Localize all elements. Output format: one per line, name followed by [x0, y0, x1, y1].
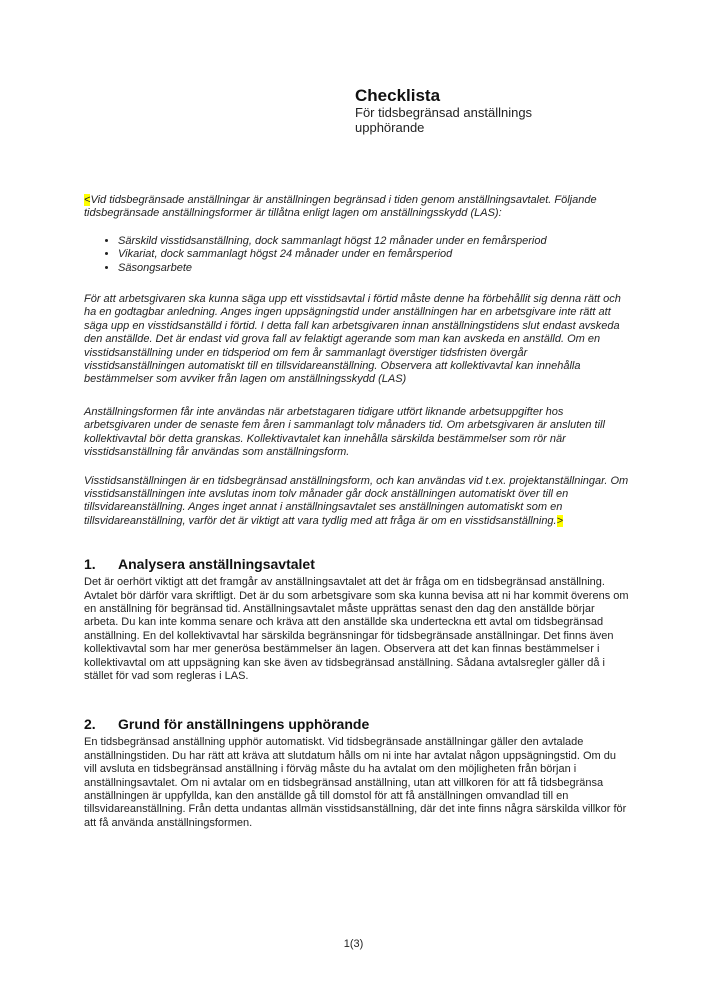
employment-forms-list [84, 235, 630, 275]
section-2-title: Grund för anställningens upphörande [118, 716, 370, 733]
section-2 [84, 715, 630, 830]
section-1-title: Analysera anställningsavtalet [118, 556, 315, 573]
document-header [355, 86, 630, 135]
intro-paragraph-3: Anställningsformen får inte användas när arbetstagaren tidigare utfört liknande arbetsuppgifter hos arbetsgivaren under de senaste fem åren i sammanlagt tolv månaders tid. Om arbetsgivaren är ansluten till kollektivavtal bör detta granskas. Kollektivavtalet kan innehålla särskilda bestämmelser som rör när visstidsanställning får användas som anställningsform. [84, 405, 605, 459]
section-1-heading [84, 555, 630, 573]
intro-paragraph-1-text: Vid tidsbegränsade anställningar är anställningen begränsad i tiden genom anställningsavtalet. Följande tidsbegränsade anställningsformer är tillåtna enligt lagen om anställningsskydd (LAS): [84, 194, 597, 220]
document-subtitle-line1: För tidsbegränsad anställnings [355, 105, 533, 120]
list-item: • Säsongsarbete [118, 262, 630, 275]
highlight-open-bracket: < [84, 194, 91, 206]
intro-paragraph-4 [84, 475, 630, 529]
section-2-number: 2. [84, 716, 96, 733]
page-footer [0, 938, 707, 950]
highlight-close-bracket: > [556, 514, 564, 527]
intro-paragraph-4-text: Visstidsanställningen är en tidsbegränsad anställningsform, och kan användas vid t.ex. projektanställningar. Om visstidsanställningen inte avslutas inom tolv månader går dock anställningen automatiskt över till en tillsvidareanställning. Anges inget annat i anställningsavtalet ses anställningen automatiskt som en tillsvidareanställning, varför det är viktigt att vara tydlig med att fråga är om en visstidsanställning. [84, 474, 629, 527]
document-title: Checklista [355, 86, 441, 105]
list-item: • Vikariat, dock sammanlagt högst 24 månader under en femårsperiod [118, 248, 630, 261]
intro-paragraph-1 [84, 194, 630, 221]
document-subtitle-line2: upphörande [355, 120, 425, 135]
section-1 [84, 555, 630, 683]
intro-paragraph-2: För att arbetsgivaren ska kunna säga upp ett visstidsavtal i förtid måste denne ha förbehållit sig denna rätt och ha en godtagbar anledning. Anges ingen uppsägningstid under anställningen har en arbetsgivare inte rätt att säga upp en visstidsanställd i förtid. I detta fall kan arbetsgivaren innan anställningstidens slut endast avskeda den anställde. Det är endast vid grova fall av felaktigt agerande som man kan avskeda en anställd. Om en visstidsanställning under en tidsperiod om fem år sammanlagt överstiger tidsfristen övergår visstidsanställningen automatiskt till en tillsvidareanställning. Observera att kollektivavtal kan innehålla bestämmelser som avviker från lagen om anställningsskydd (LAS) [84, 293, 621, 386]
section-2-body: En tidsbegränsad anställning upphör automatiskt. Vid tidsbegränsade anställningar gäller den avtalade anställningstiden. Du har rätt att kräva att slutdatum hålls om ni inte har avtalat någon uppsägningstid. Om du vill avsluta en tidsbegränsad anställning i förväg måste du ha avtalat om den möjligheten från början i anställningsavtalet. Om ni avtalar om en tidsbegränsad anställning, utan att villkoren för att få tidsbegränsa anställningen är uppfyllda, kan den anställde gå till domstol för att få anställningen omvandlad till en tillsvidareanställning. Från detta undantas allmän visstidsanställning, där det inte finns några särskilda villkor för att få använda anställningsformen. [84, 736, 627, 829]
section-1-body: Det är oerhört viktigt att det framgår av anställningsavtalet att det är fråga om en tidsbegränsad anställning. Avtalet bör därför vara skriftligt. Det är du som arbetsgivare som ska kunna bevisa att ni har kommit överens om en anställning för begränsad tid. Anställningsavtalet måste upprättas senast den dag den anställde börjar arbeta. Du kan inte komma senare och kräva att den anställde ska underteckna ett avtal om tidsbegränsad anställning. En del kollektivavtal har särskilda begränsningar för tidsbegränsade anställningar. Det finns även kollektivavtal som har mer generösa bestämmelser än lagen. Observera att det kan finnas bestämmelser i kollektivavtal om att uppsägning kan ske även av tidsbegränsad anställning. Sådana avtalsregler gäller då i stället för vad som regleras i LAS. [84, 576, 629, 682]
section-1-number: 1. [84, 556, 96, 573]
page-number: 1(3) [343, 938, 364, 950]
list-item: • Särskild visstidsanställning, dock sammanlagt högst 12 månader under en femårsperiod [118, 235, 630, 248]
section-2-heading [84, 715, 630, 733]
